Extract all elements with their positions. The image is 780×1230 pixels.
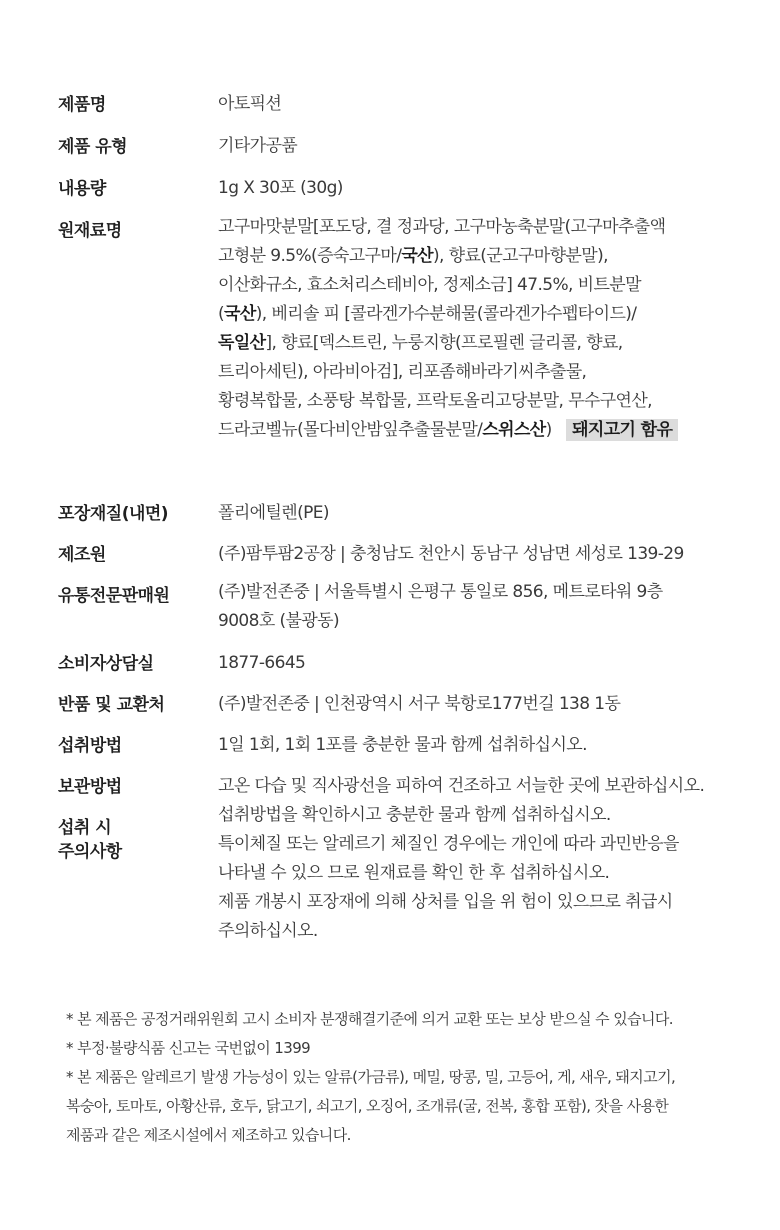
ingredients-line: 황령복합물, 소풍탕 복합물, 프락토올리고당분말, 무수구연산, (218, 391, 652, 411)
product-name-label: 제품명 (58, 95, 106, 115)
origin-emphasis: 스위스산 (482, 420, 546, 440)
ingredients-line: 트리아세틴), 아라비아검], 리포좀해바라기씨추출물, (218, 362, 587, 382)
ingredients-value (218, 213, 768, 445)
manufacturer-value: (주)팜투팜2공장 | 충청남도 천안시 동남구 성남면 세성로 139-29 (218, 544, 684, 564)
footnotes (66, 1005, 746, 1150)
packaging-value: 폴리에틸렌(PE) (218, 503, 329, 523)
footnote: * 본 제품은 공정거래위원회 고시 소비자 분쟁해결기준에 의거 교환 또는 보상 받으실 수 있습니다. (66, 1010, 673, 1028)
allergen-badge: 돼지고기 함유 (566, 419, 678, 441)
product-name-value: 아토픽션 (218, 94, 282, 114)
manufacturer-label: 제조원 (58, 545, 106, 565)
product-type-label: 제품 유형 (58, 137, 128, 157)
ingredients-line: 이산화규소, 효소처리스테비아, 정제소금] 47.5%, 비트분말 (218, 275, 641, 295)
ingredients-line: (국산), 베리솔 피 [콜라겐가수분해물(콜라겐가수펩타이드)/ (218, 304, 637, 324)
storage-value: 고온 다습 및 직사광선을 피하여 건조하고 서늘한 곳에 보관하십시오. (218, 776, 705, 796)
caution-value: 섭취방법을 확인하시고 충분한 물과 함께 섭취하십시오. 특이체질 또는 알레르기 체질인 경우에는 개인에 따라 과민반응을 나타낼 수 있으 므로 원재료를 확인 한 후 섭취하십시오. 제품 개봉시 포장재에 의해 상처를 입을 위 험이 있으므로 취급시 주의하십시오. (218, 805, 679, 941)
footnote: * 부정·불량식품 신고는 국번없이 1399 (66, 1039, 311, 1057)
caution-label: 섭취 시 주의사항 (58, 818, 122, 862)
distributor-label: 유통전문판매원 (58, 586, 170, 606)
consumer-center-value: 1877-6645 (218, 653, 306, 673)
footnote-continuation: 복숭아, 토마토, 아황산류, 호두, 닭고기, 쇠고기, 오징어, 조개류(굴, 전복, 홍합 포함), 잣을 사용한 (66, 1097, 669, 1115)
ingredients-line: 독일산], 향료[덱스트린, 누룽지향(프로필렌 글리콜, 향료, (218, 333, 623, 353)
distributor-value: (주)발전존중 | 서울특별시 은평구 통일로 856, 메트로타워 9층 9008호 (불광동) (218, 582, 663, 631)
origin-emphasis: 국산 (224, 304, 256, 324)
ingredients-line: 드라코벨뉴(몰다비안밤잎추출물분말/스위스산) 돼지고기 함유 (218, 416, 768, 445)
ingredients-line: 고형분 9.5%(증숙고구마/국산), 향료(군고구마향분말), (218, 246, 608, 266)
consumer-center-label: 소비자상담실 (58, 654, 154, 674)
storage-label: 보관방법 (58, 777, 122, 797)
origin-emphasis: 독일산 (218, 333, 266, 353)
content-label: 내용량 (58, 179, 106, 199)
ingredients-label: 원재료명 (58, 221, 122, 241)
intake-label: 섭취방법 (58, 736, 122, 756)
footnote: * 본 제품은 알레르기 발생 가능성이 있는 알류(가금류), 메밀, 땅콩, 밀, 고등어, 게, 새우, 돼지고기, (66, 1068, 676, 1086)
footnote-continuation: 제품과 같은 제조시설에서 제조하고 있습니다. (66, 1126, 351, 1144)
intake-value: 1일 1회, 1회 1포를 충분한 물과 함께 섭취하십시오. (218, 735, 587, 755)
product-type-value: 기타가공품 (218, 136, 298, 156)
returns-value: (주)발전존중 | 인천광역시 서구 북항로177번길 138 1동 (218, 694, 621, 714)
ingredients-line: 고구마맛분말[포도당, 결 정과당, 고구마농축분말(고구마추출액 (218, 217, 666, 237)
content-value: 1g X 30포 (30g) (218, 178, 343, 198)
returns-label: 반품 및 교환처 (58, 695, 165, 715)
origin-emphasis: 국산 (401, 246, 433, 266)
packaging-label: 포장재질(내면) (58, 504, 169, 524)
